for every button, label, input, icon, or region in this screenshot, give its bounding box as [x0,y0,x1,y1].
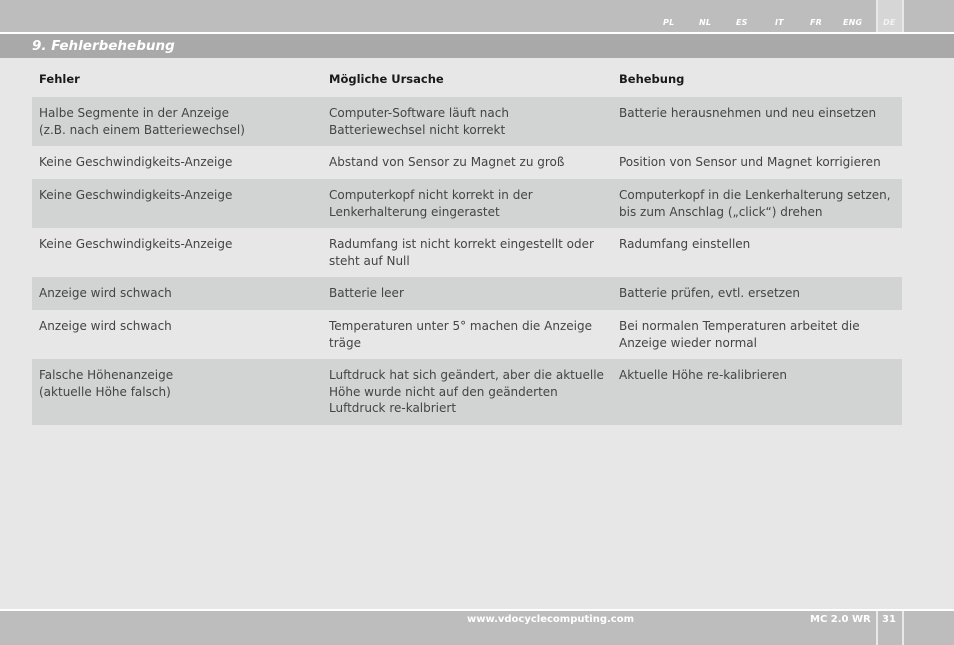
cell-text-line: Anzeige wieder normal [619,335,757,350]
language-divider [876,0,878,32]
cell-text-line: Batterie leer [329,286,404,300]
cell-text-line: Position von Sensor und Magnet korrigieren [619,155,881,169]
cell-fehler [39,285,319,302]
cell-text-line: Luftdruck hat sich geändert, aber die aktuelle [329,368,604,382]
cell-text-line: Halbe Segmente in der Anzeige [39,106,230,120]
cell-text-line: Radumfang einstellen [619,237,751,251]
lang-nl[interactable]: NL [699,18,712,27]
cell-fehler [39,367,319,400]
cell-text-line: Falsche Höhenanzeige [39,368,174,382]
cell-ursache [329,105,609,138]
lang-de[interactable]: DE [883,18,896,27]
cell-text-line: Bei normalen Temperaturen arbeitet die [619,319,860,333]
table-row [32,310,902,359]
cell-text-line: (z.B. nach einem Batteriewechsel) [39,122,245,137]
page-number: 31 [882,614,896,625]
cell-text-line: Radumfang ist nicht korrekt eingestellt oder [329,237,594,251]
cell-ursache [329,285,609,302]
cell-text-line: Batterie herausnehmen und neu einsetzen [619,106,877,120]
table-row [32,359,902,425]
lang-es[interactable]: ES [736,18,748,27]
active-language-highlight [878,0,902,32]
table-row [32,228,902,277]
cell-fehler [39,236,319,253]
cell-text-line: träge [329,335,361,350]
lang-it[interactable]: IT [775,18,784,27]
cell-text-line: Batteriewechsel nicht korrekt [329,122,506,137]
column-header-behebung: Behebung [619,72,685,86]
cell-text-line: Abstand von Sensor zu Magnet zu groß [329,155,565,169]
language-bar [0,0,954,32]
cell-text-line: Anzeige wird schwach [39,286,172,300]
cell-fehler [39,105,319,138]
cell-text-line: Computerkopf nicht korrekt in der [329,188,533,202]
column-header-fehler: Fehler [39,72,80,86]
cell-behebung [619,367,899,384]
cell-ursache [329,367,609,417]
cell-behebung [619,105,899,122]
cell-fehler [39,154,319,171]
cell-ursache [329,318,609,351]
section-title: 9. Fehlerbehebung [32,38,175,54]
cell-fehler [39,187,319,204]
footer-divider [876,611,878,645]
footer-divider [902,611,904,645]
column-header-ursache: Mögliche Ursache [329,72,444,86]
cell-text-line: Höhe wurde nicht auf den geänderten [329,384,558,399]
language-divider [902,0,904,32]
lang-pl[interactable]: PL [663,18,675,27]
cell-text-line: Computer-Software läuft nach [329,106,509,120]
lang-eng[interactable]: ENG [843,18,863,27]
table-row [32,179,902,228]
cell-text-line: (aktuelle Höhe falsch) [39,384,171,399]
cell-behebung [619,187,899,220]
cell-text-line: Batterie prüfen, evtl. ersetzen [619,286,800,300]
cell-fehler [39,318,319,335]
cell-text-line: Keine Geschwindigkeits-Anzeige [39,155,233,169]
table-header [32,64,902,97]
cell-ursache [329,154,609,171]
cell-behebung [619,285,899,302]
cell-text-line: bis zum Anschlag („click“) drehen [619,204,823,219]
cell-behebung [619,154,899,171]
cell-text-line: Keine Geschwindigkeits-Anzeige [39,188,233,202]
cell-behebung [619,318,899,351]
cell-text-line: Computerkopf in die Lenkerhalterung setzen, [619,188,891,202]
table-body [32,97,902,425]
footer-url[interactable]: www.vdocyclecomputing.com [467,614,635,625]
table-row [32,97,902,146]
cell-text-line: steht auf Null [329,253,410,268]
lang-fr[interactable]: FR [810,18,823,27]
cell-text-line: Anzeige wird schwach [39,319,172,333]
cell-ursache [329,187,609,220]
cell-text-line: Keine Geschwindigkeits-Anzeige [39,237,233,251]
cell-text-line: Luftdruck re-kalbriert [329,401,457,415]
cell-text-line: Aktuelle Höhe re-kalibrieren [619,368,787,382]
cell-behebung [619,236,899,253]
table-row [32,277,902,310]
table-row [32,146,902,179]
footer-model: MC 2.0 WR [810,614,871,625]
troubleshooting-table [32,64,902,425]
cell-text-line: Lenkerhalterung eingerastet [329,204,500,219]
cell-text-line: Temperaturen unter 5° machen die Anzeige [329,319,592,333]
cell-ursache [329,236,609,269]
